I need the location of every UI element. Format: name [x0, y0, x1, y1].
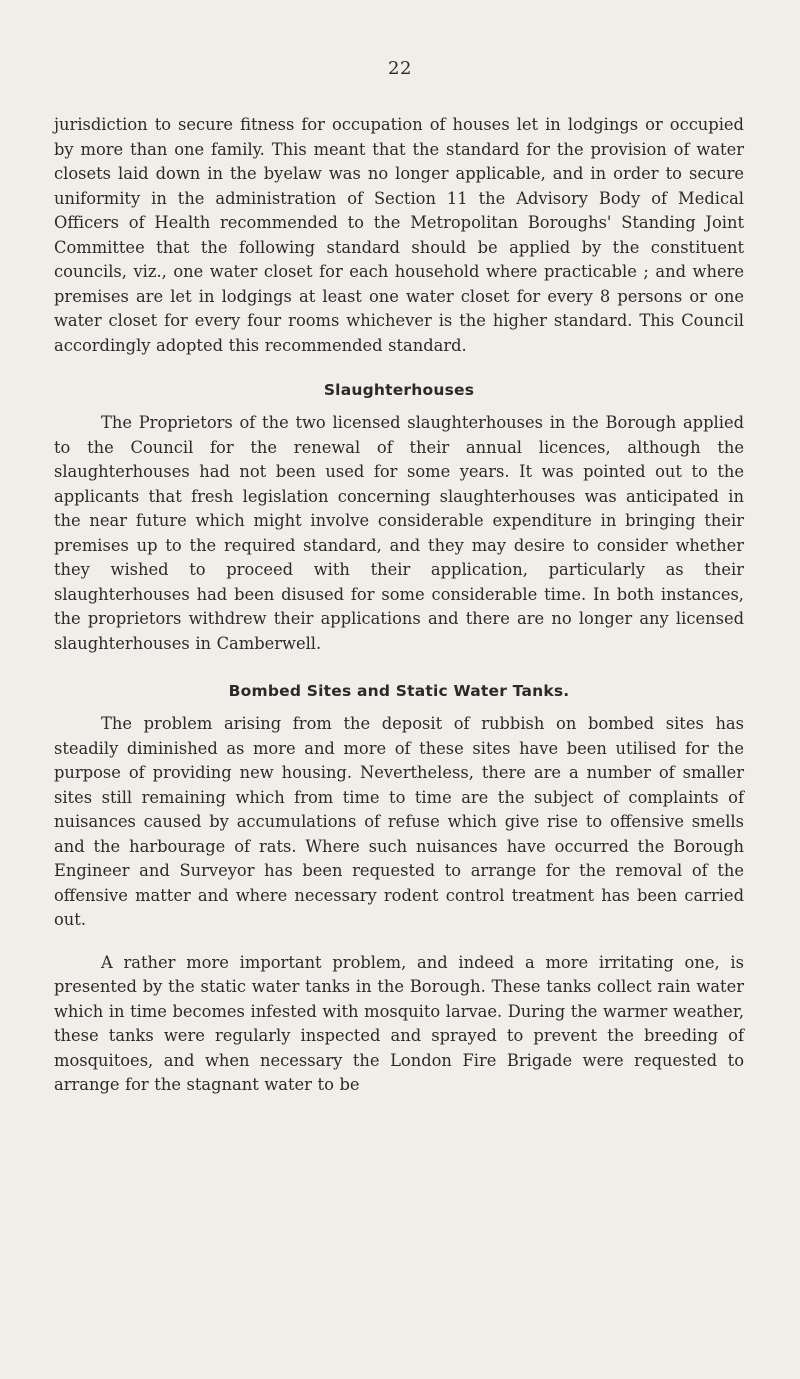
section-heading-slaughterhouses: Slaughterhouses: [323, 381, 475, 399]
paragraph-static-water-tanks: A rather more important problem, and indeed a more irritating one, is presented by the static water tanks in the Borough. These tanks collect rain water which in time becomes infested with mosquito larvae. During the warmer weather, these tanks were regularly inspected and sprayed to prevent the breeding of mosquitoes, and when necessary the London Fire Brigade were requested to arrange for the stagnant water to be: [54, 952, 744, 1094]
paragraph-slaughterhouses: The Proprietors of the two licensed slaughterhouses in the Borough applied to the Council for the renewal of their annual licences, although the slaughterhouses had not been used for some years. It was pointed out to the applicants that fresh legislation concerning slaughterhouses was anticipated in the near future which might involve considerable expenditure in bringing their premises up to the required standard, and they may desire to consider whether they wished to proceed with their application, particularly as their slaughterhouses had been disused for some considerable time. In both instances, the proprietors withdrew their applications and there are no longer any licensed slaughterhouses in Camberwell.: [54, 413, 744, 653]
page-number: 22: [388, 58, 412, 79]
paragraph-bombed-sites: The problem arising from the deposit of rubbish on bombed sites has steadily diminished as more and more of these sites have been utilised for the purpose of providing new housing. Nevertheless, there are a number of smaller sites still remaining which from time to time are the subject of complaints of nuisances caused by accumulations of refuse which give rise to offensive smells and the harbourage of rats. Where such nuisances have occurred the Borough Engineer and Surveyor has been requested to arrange for the removal of the offensive matter and where necessary rodent control treatment has been carried out.: [54, 714, 744, 929]
text-column: [54, 113, 744, 1098]
section-heading-bombed-sites: Bombed Sites and Static Water Tanks.: [228, 682, 570, 700]
paragraph-intro: jurisdiction to secure fitness for occupation of houses let in lodgings or occupied by more than one family. This meant that the standard for the provision of water closets laid down in the byelaw was no longer applicable, and in order to secure uniformity in the administration of Section 11 the Advisory Body of Medical Officers of Health recommended to the Metropolitan Boroughs' Standing Joint Committee that the following standard should be applied by the constituent councils, viz., one water closet for each household where practicable ; and where premises are let in lodgings at least one water closet for every 8 persons or one water closet for every four rooms whichever is the higher standard. This Council accordingly adopted this recommended standard.: [54, 115, 744, 355]
